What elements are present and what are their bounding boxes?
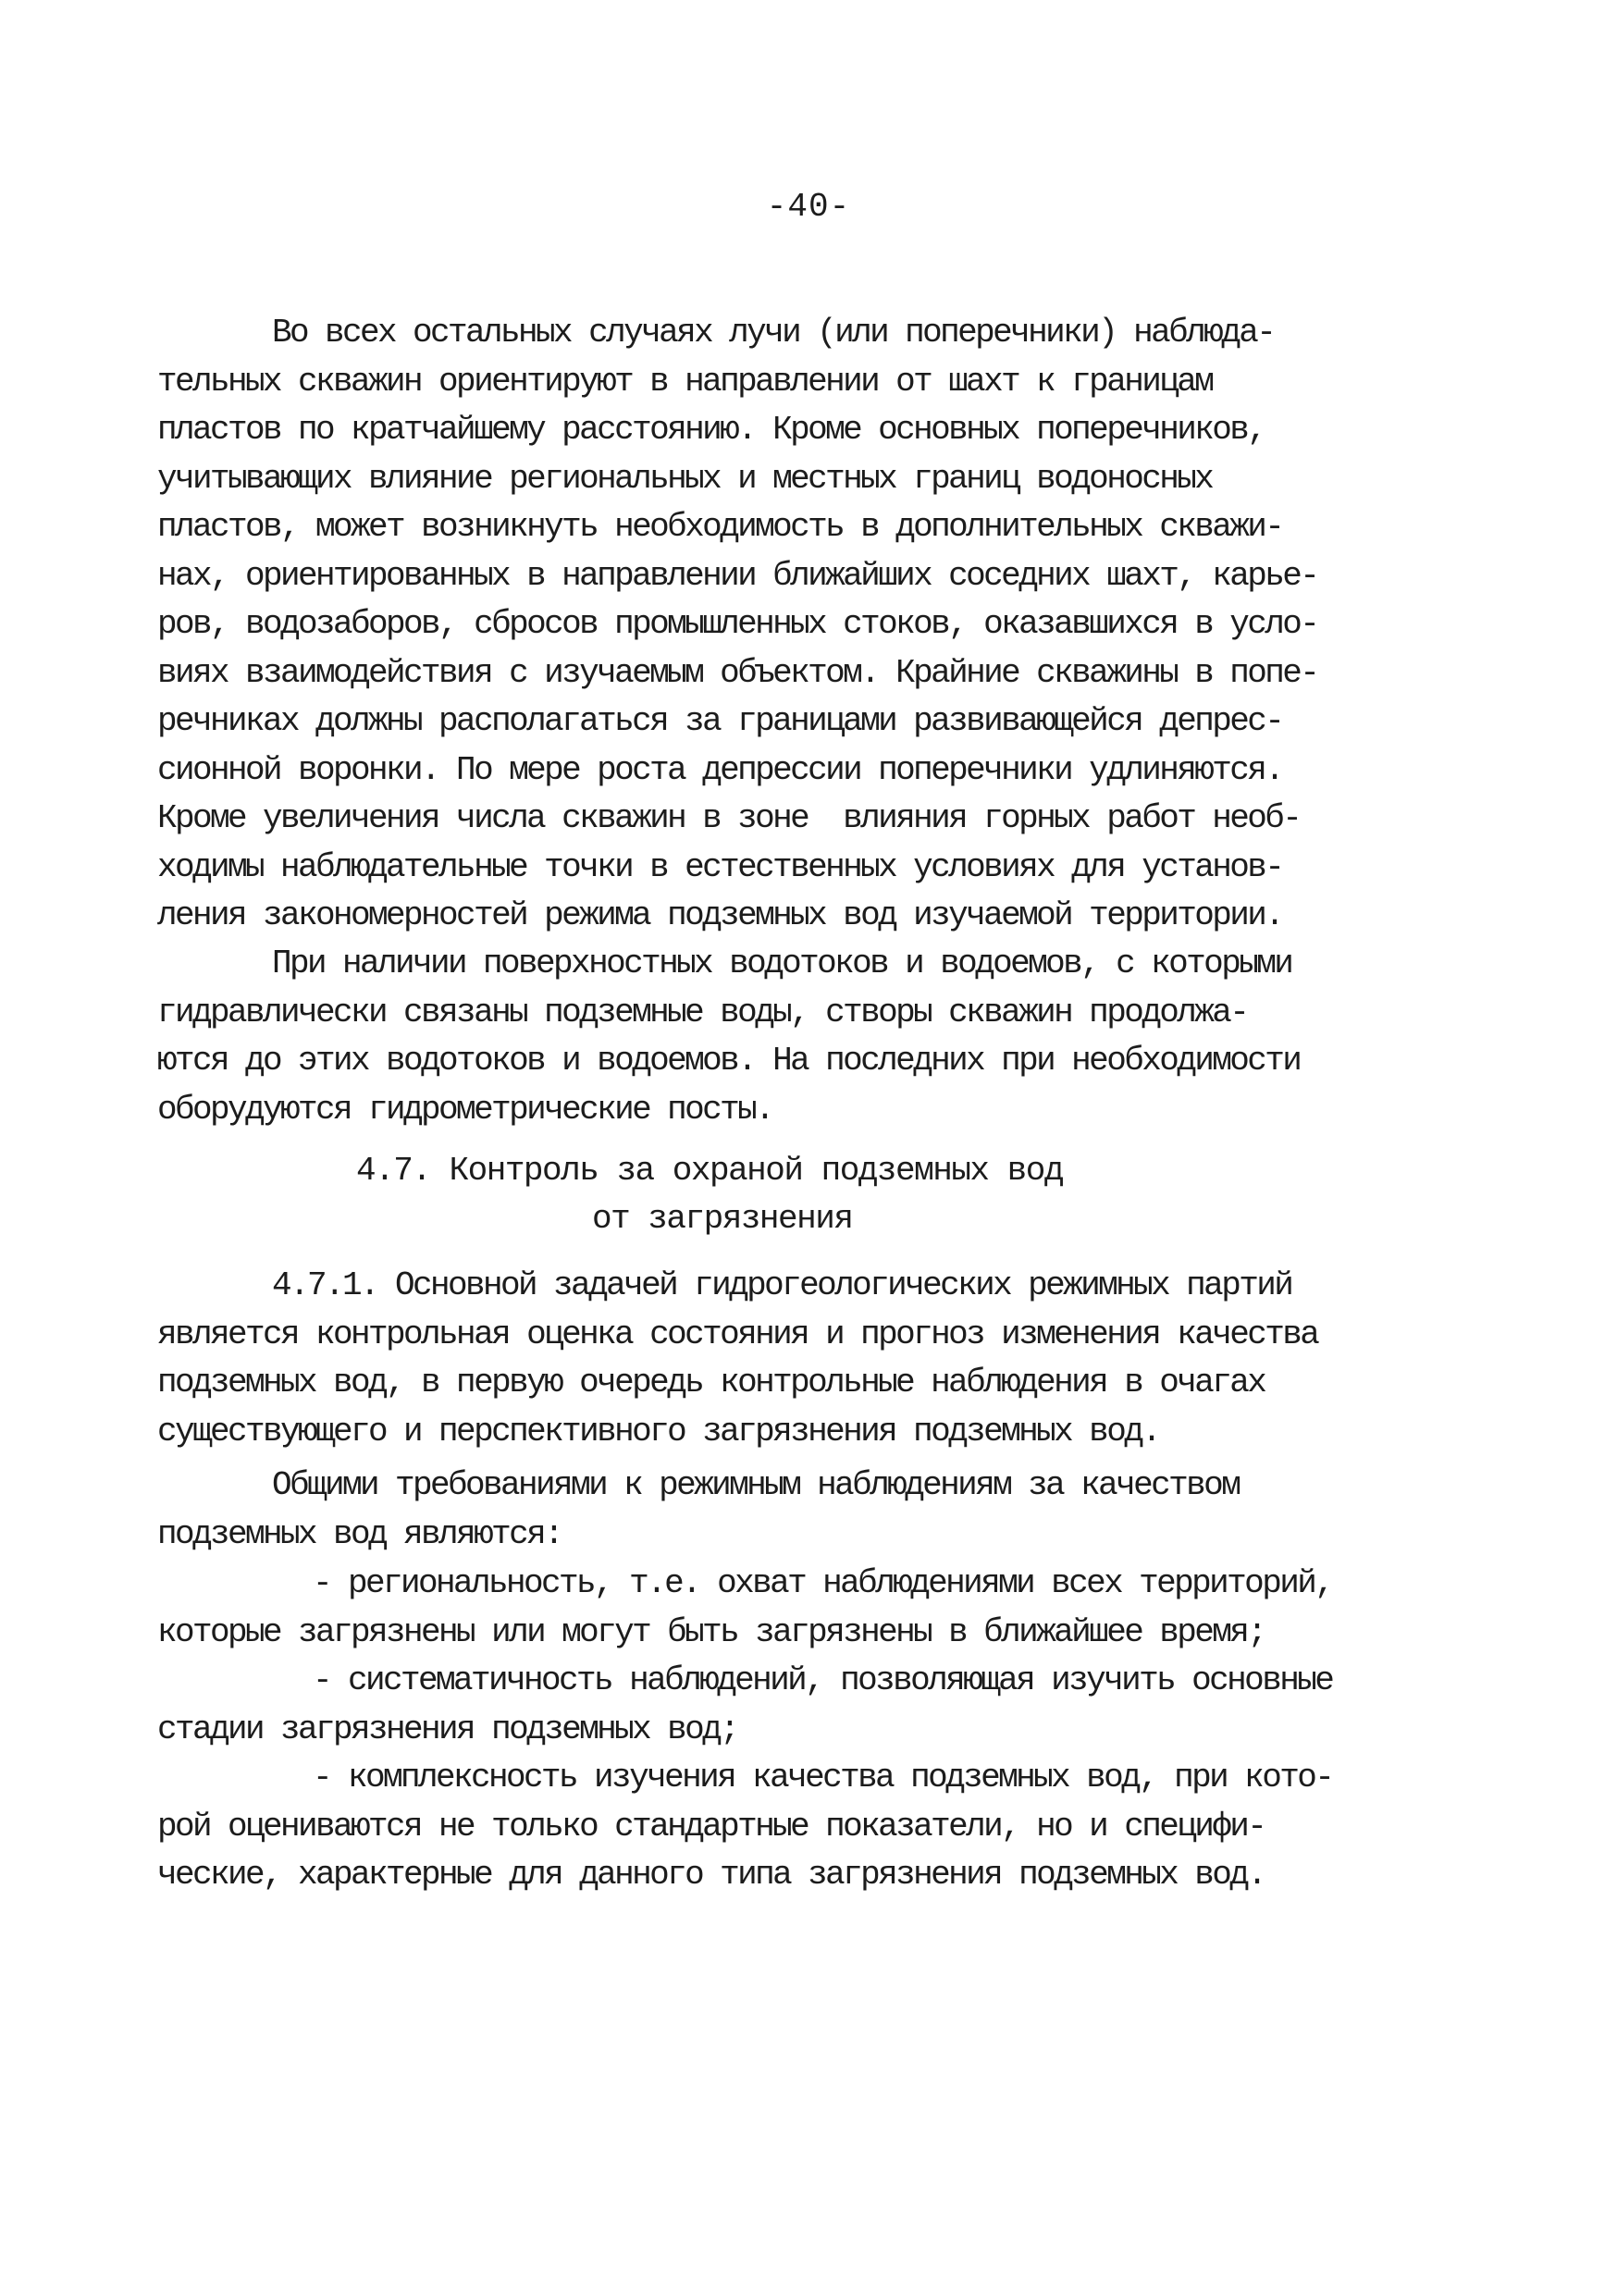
- text-line: которые загрязнены или могут быть загрязнены в ближайшее время;: [157, 1612, 1265, 1651]
- section-heading-line-2: от загрязнения: [592, 1200, 853, 1238]
- paragraph-1: [157, 309, 1480, 941]
- list-item: [157, 1754, 1480, 1900]
- text-line: - региональность, т.е. охват наблюдениями всех территорий,: [313, 1564, 1333, 1602]
- text-line: пластов, может возникнуть необходимость в дополнительных скважи-: [157, 508, 1283, 546]
- requirements-list: [157, 1560, 1480, 1900]
- text-line: пластов по кратчайшему расстоянию. Кроме основных поперечников,: [157, 411, 1265, 449]
- text-line: подземных вод, в первую очередь контрольные наблюдения в очагах: [157, 1364, 1265, 1401]
- text-line: виях взаимодействия с изучаемым объектом. Крайние скважины в попе-: [157, 653, 1318, 692]
- text-line: ходимы наблюдательные точки в естественных условиях для установ-: [157, 847, 1283, 886]
- list-item: [157, 1657, 1480, 1754]
- text-line: рой оцениваются не только стандартные показатели, но и специфи-: [157, 1807, 1265, 1845]
- page-number: -40-: [766, 188, 851, 226]
- text-line: гидравлически связаны подземные воды, створы скважин продолжа-: [157, 993, 1248, 1031]
- paragraph-2: [157, 940, 1480, 1134]
- text-line: речниках должны располагаться за границами развивающейся депрес-: [157, 702, 1283, 740]
- text-line: ются до этих водотоков и водоемов. На последних при необходимости: [157, 1042, 1301, 1080]
- text-line: - систематичность наблюдений, позволяющая изучить основные: [313, 1661, 1333, 1699]
- text-line: тельных скважин ориентируют в направлении от шахт к границам: [157, 362, 1213, 401]
- text-line: сионной воронки. По мере роста депрессии поперечники удлиняются.: [157, 750, 1283, 789]
- text-line: нах, ориентированных в направлении ближайших соседних шахт, карье-: [157, 556, 1318, 595]
- text-line: - комплексность изучения качества подземных вод, при кото-: [313, 1759, 1333, 1796]
- section-heading-line-1: 4.7. Контроль за охраной подземных вод: [356, 1152, 1063, 1190]
- paragraph-3: [157, 1262, 1480, 1456]
- paragraph-4: [157, 1462, 1480, 1559]
- text-line: ров, водозаборов, сбросов промышленных стоков, оказавшихся в усло-: [157, 605, 1318, 643]
- text-line: стадии загрязнения подземных вод;: [157, 1710, 738, 1748]
- text-line: При наличии поверхностных водотоков и водоемов, с которыми: [272, 944, 1292, 982]
- text-line: ческие, характерные для данного типа загрязнения подземных вод.: [157, 1856, 1265, 1894]
- text-line: оборудуются гидрометрические посты.: [157, 1090, 773, 1129]
- text-line: Во всех остальных случаях лучи (или поперечники) наблюда-: [272, 314, 1275, 352]
- text-line: ления закономерностей режима подземных вод изучаемой территории.: [157, 896, 1283, 934]
- text-line: подземных вод являются:: [157, 1514, 562, 1553]
- text-line: Общими требованиями к режимным наблюдениям за качеством: [272, 1466, 1240, 1504]
- text-line: учитывающих влияние региональных и местных границ водоносных: [157, 459, 1213, 498]
- text-line: является контрольная оценка состояния и прогноз изменения качества: [157, 1315, 1318, 1353]
- text-line: существующего и перспективного загрязнения подземных вод.: [157, 1412, 1160, 1450]
- list-item: [157, 1560, 1480, 1657]
- section-heading: [157, 1147, 1480, 1243]
- text-line: Кроме увеличения числа скважин в зоне влияния горных работ необ-: [157, 799, 1301, 837]
- text-line: 4.7.1. Основной задачей гидрогеологических режимных партий: [272, 1266, 1292, 1304]
